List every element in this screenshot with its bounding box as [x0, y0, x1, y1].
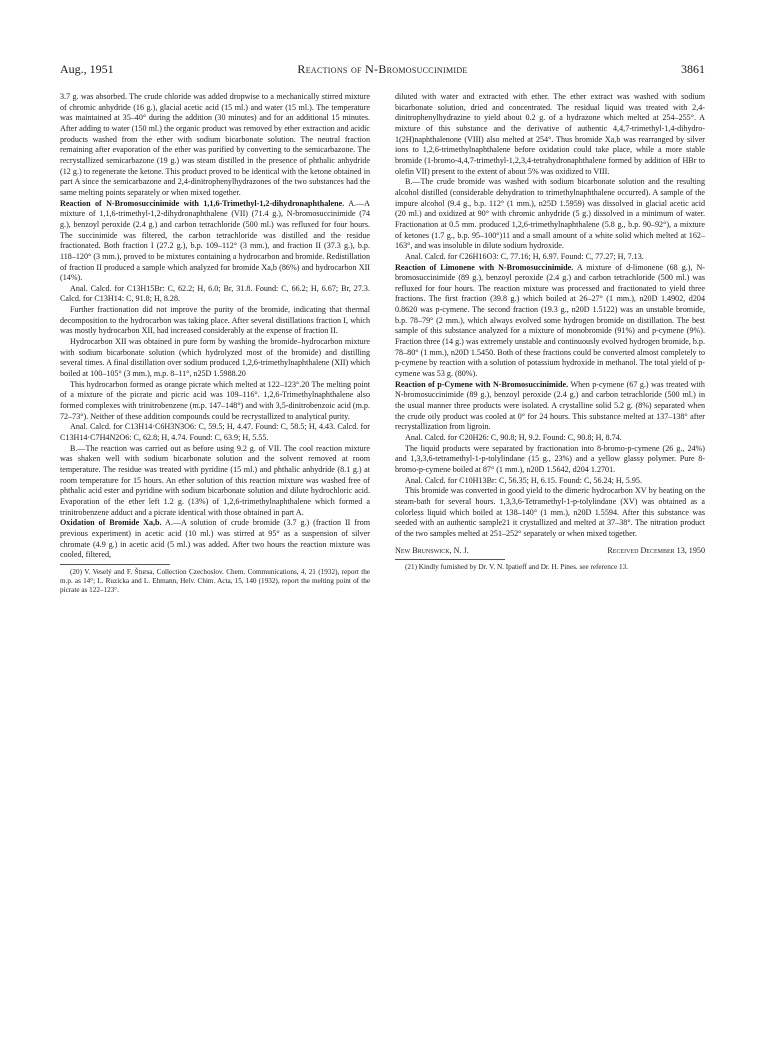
header-page-number: 3861: [681, 62, 705, 76]
paragraph: B.—The crude bromide was washed with sodium bicarbonate solution and the resulting alcohol distilled (considerable dehydration to trimethylnaphthalene occurred). A sample of the impure alcohol (9.4 g., b.p. 112° (1 mm.), n25D 1.5959) was dissolved in glacial acetic acid (20 ml.) and oxidized at 90° with chromic anhydride (5 g.) dissolved in a minimum of water. Fractionation at 0.5 mm. produced 1,2,6-trimethylnaphthalene (5.8 g., b.p. 90–92°), a mixture of ketones (1.7 g., b.p. 95–100°)11 and a small amount of a white solid which melted at 162–163°, and was insoluble in dilute sodium hydroxide.: [395, 177, 705, 251]
paragraph: The liquid products were separated by fractionation into 8-bromo-p-cymene (26 g., 24%) and 1,3,3,6-tetramethyl-1-p-tolylindane (15 g., 23%) and a yellow glassy polymer. Pure 8-bromo-p-cymene boiled at 87° (1 mm.), n20D 1.5642, d204 1.2701.: [395, 443, 705, 474]
footnote-rule: [60, 564, 170, 565]
paragraph: Further fractionation did not improve the purity of the bromide, indicating that thermal decomposition to the hydrocarbon was taking place. After several distillations fraction I, which was mostly hydrocarbon XII, had increased considerably at the expense of fraction II.: [60, 305, 370, 336]
header-title: Reactions of N-Bromosuccinimide: [297, 62, 468, 76]
section-heading: Reaction of Limonene with N-Bromosuccinimide.: [395, 262, 574, 272]
paragraph-text: When p-cymene (67 g.) was treated with N-bromosuccinimide (89 g.), benzoyl peroxide (2.4 g.) and carbon tetrachloride (500 ml.) in the usual manner three products were isolated. A crystalline solid 5.2 g. (8%) separated when the crude oily product was cooled at 0° for 24 hours. This substance melted at 137–138° after recrystallization from ligroin.: [395, 379, 705, 432]
footnote: (21) Kindly furnished by Dr. V. N. Ipatieff and Dr. H. Pines. see reference 13.: [405, 563, 628, 572]
paragraph-text: A.—A mixture of 1,1,6-trimethyl-1,2-dihydronaphthalene (VII) (71.4 g.), N-bromosuccinimide (74 g.), benzoyl peroxide (2.4 g.) and carbon tetrachloride (500 ml.) was refluxed for four hours. The succinimide was filtered, the carbon tetrachloride was distilled and the residue fractionated. Both fraction I (27.2 g.), b.p. 109–112° (3 mm.), and fraction II (37.3 g.), b.p. 118–120° (3 mm.), proved to be mixtures containing a hydrocarbon and bromide. Redistillation of fraction II produced a sample which analyzed for bromide Xa,b (86%) and hydrocarbon XII (14%).: [60, 198, 370, 283]
analysis-line: Anal. Calcd. for C20H26: C, 90.8; H, 9.2. Found: C, 90.8; H, 8.74.: [405, 433, 622, 442]
section-heading: Reaction of p-Cymene with N-Bromosuccinimide.: [395, 379, 569, 389]
section-heading: Oxidation of Bromide Xa,b.: [60, 518, 162, 528]
paragraph: This hydrocarbon formed as orange picrate which melted at 122–123°.20 The melting point of a mixture of the picrate and picric acid was 109–116°. 1,2,6-Trimethylnaphthalene also formed complexes with trinitrobenzene (m.p. 147–148°) and with 3,5-dinitrobenzoic acid (m.p. 72–73°). Neither of these addition compounds could be recrystallized to analytical purity.: [60, 379, 370, 421]
left-column: [60, 92, 370, 596]
right-column: [395, 92, 705, 573]
paragraph: Hydrocarbon XII was obtained in pure form by washing the bromide–hydrocarbon mixture with sodium bicarbonate solution (which hydrolyzed most of the bromide) and distilling several times. A final distillation over sodium produced 1,2,6-trimethylnaphthalene (XII) which boiled at 100–105° (3 mm.), m.p. 8–11°, n25D 1.5988.20: [60, 337, 370, 379]
running-header: [60, 62, 705, 76]
analysis-line: Anal. Calcd. for C10H13Br: C, 56.35; H, 6.15. Found: C, 56.24; H, 5.95.: [405, 475, 642, 485]
paragraph-text: A mixture of d-limonene (68 g.), N-bromosuccinimide (89 g.), benzoyl peroxide (2.4 g.) and carbon tetrachloride (500 ml.) was refluxed for four hours. The reaction mixture was processed and fractionated to yield three fractions. The first fraction (39.8 g.) which boiled at 26–27° (1 mm.), n20D 1.4902, d204 0.8620 was p-cymene. The second fraction (19.3 g., n20D 1.5122) was an unstable bromide, b.p. 78–79° (2 mm.), which always evolved some hydrogen bromide on distillation. The best sample of this substance analyzed for a mixture of monobromide (91%) and p-cymene (9%). Fraction three (14 g.) was extremely unstable and continuously evolved hydrogen bromide, b.p. 78–80° (1 mm.), n20D 1.5450. Both of these fractions could be converted almost completely to p-cymene by reaction with a solution of potassium hydroxide in methanol. The total yield of p-cymene was 53 g. (80%).: [395, 262, 706, 379]
paragraph-text: A.—A solution of crude bromide (3.7 g.) (fraction II from previous experiment) in acetic acid (10 ml.) was stirred at 95° as a suspension of silver chromate (4.9 g.) in acetic acid (5 ml.) was added. After two hours the reaction mixture was cooled, filtered,: [60, 518, 370, 560]
signature-location: New Brunswick, N. J.: [395, 545, 469, 555]
paragraph: 3.7 g. was absorbed. The crude chloride was added dropwise to a mechanically stirred mixture of chromic anhydride (16 g.), glacial acetic acid (15 ml.) and water (15 ml.). The temperature was maintained at 35–40° during the addition (30 minutes) and for an additional 15 minutes. After adding to water (150 ml.) the organic product was removed by ether extraction and acidic products washed from the ether with sodium bicarbonate solution. The neutral fraction remaining after evaporation of the ether was purified by converting to the semicarbazone. The recrystallized semicarbazone (19 g.) was steam distilled in the presence of phthalic anhydride (12 g.) to regenerate the ketone. This product proved to be identical with the ketone obtained in part A since the semicarbazone and 2,4-dinitrophenylhydrazones of the two substances had the same melting points separately or when mixed together.: [60, 92, 370, 197]
footnote: (20) V. Veselý and F. Štursa, Collection Czechoslov. Chem. Communications, 4, 21 (1932), report the m.p. as 14°; L. Ruzicka and L. Ehmann, Helv. Chim. Acta, 15, 140 (1932), report the melting point of the picrate as 122–123°.: [60, 567, 370, 595]
analysis-line: Anal. Calcd. for C13H15Br: C, 62.2; H, 6.0; Br, 31.8. Found: C, 66.2; H, 6.67; Br, 27.3. Calcd. for C13H14: C, 91.8; H, 8.28.: [60, 283, 370, 304]
section-heading: Reaction of N-Bromosuccinimide with 1,1,6-Trimethyl-1,2-dihydronaphthalene.: [60, 198, 345, 208]
analysis-line: Anal. Calcd. for C26H16O3: C, 77.16; H, 6.97. Found: C, 77.27; H, 7.13.: [405, 251, 644, 261]
paragraph: diluted with water and extracted with ether. The ether extract was washed with sodium bicarbonate solution, dried and concentrated. The residual liquid was treated with 2,4-dinitrophenylhydrazine to yield about 0.2 g. of a hydrazone which melted at 254–255°. A mixture of this substance and the derivative of authentic 4,4,7-trimethyl-1,4-dihydro-1(2H)naphthalenone (VIII) also melted at 254°. Thus bromide Xa,b was rearranged by silver ions to 1,2,6-trimethylnaphthalene before oxidation could take place, while a more stable bromide (1-bromo-4,4,7-trimethyl-1,2,3,4-tetrahydronaphthalene formed by addition of HBr to olefin VII) present to the extent of about 5% was oxidized to VIII.: [395, 92, 705, 176]
header-date: Aug., 1951: [60, 62, 114, 76]
received-date: Received December 13, 1950: [607, 545, 705, 555]
paragraph: B.—The reaction was carried out as before using 9.2 g. of VII. The cool reaction mixture was shaken well with sodium bicarbonate solution and the solvent removed at room temperature. The residue was treated with pyridine (15 ml.) and phthalic anhydride (8.1 g.) at room temperature for 15 hours. An ether solution of this reaction mixture was washed free of phthalic acid ester and pyridine with sodium bicarbonate solution and dilute hydrochloric acid. Evaporation of the ether left 1.2 g. (13%) of 1,2,6-trimethylnaphthalene which formed a trinitrobenzene adduct and a picrate identical with those obtained in part A.: [60, 443, 370, 517]
paragraph: This bromide was converted in good yield to the dimeric hydrocarbon XV by heating on the steam-bath for several hours. 1,3,3,6-Tetramethyl-1-p-tolylindane (XV) was obtained as a colorless liquid which boiled at 138–140° (1 mm.), n20D 1.5594. After this substance was seeded with an authentic sample21 it crystallized and melted at 37–38°. The nitration product of the two samples melted at 251–252° separately or when mixed together.: [395, 486, 705, 538]
signature-line: [395, 546, 705, 557]
footnote-rule: [395, 559, 505, 560]
analysis-line: Anal. Calcd. for C13H14·C6H3N3O6: C, 59.5; H, 4.47. Found: C, 58.5; H, 4.43. Calcd. for C13H14·C7H4N2O6: C, 62.8; H, 4.74. Found: C, 63.9; H, 5.55.: [60, 422, 370, 442]
